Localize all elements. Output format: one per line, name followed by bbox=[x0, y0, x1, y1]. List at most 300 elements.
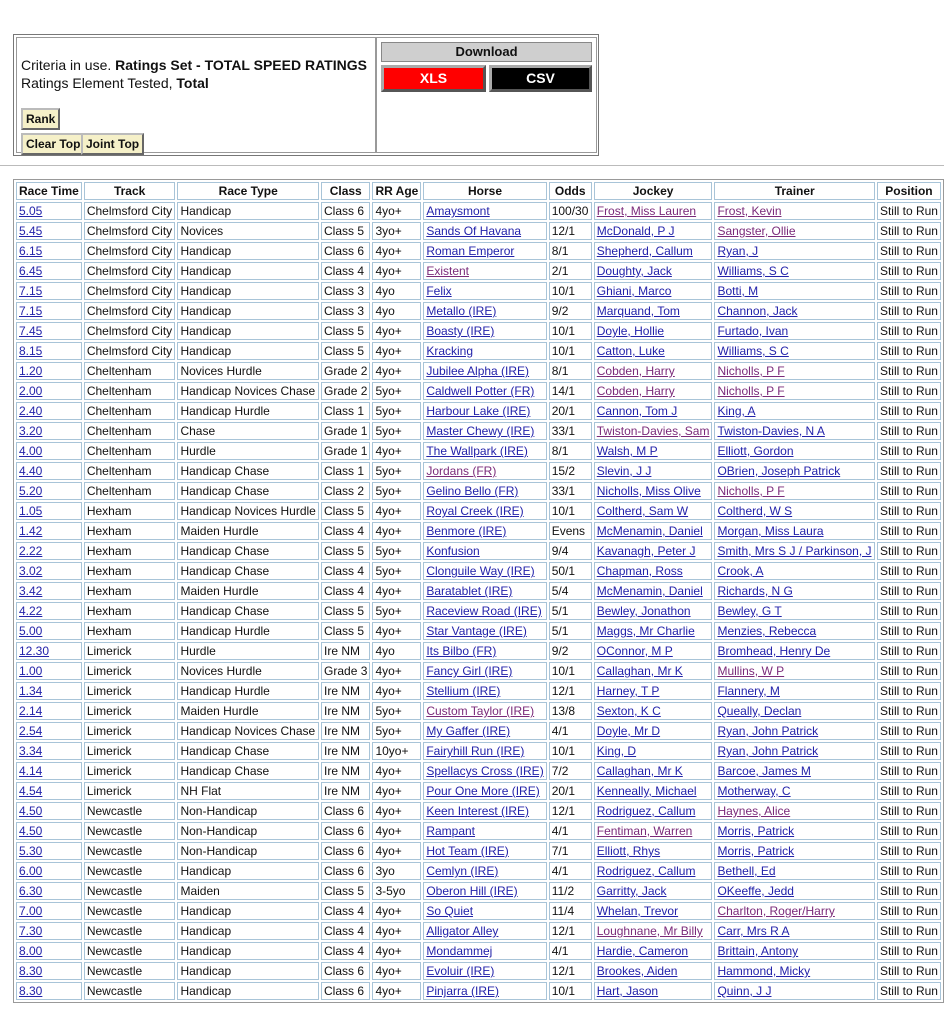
cell-race-type: Chase bbox=[177, 422, 319, 440]
race-time-link[interactable]: 4.22 bbox=[19, 604, 43, 618]
horse-link[interactable]: Benmore (IRE) bbox=[426, 524, 507, 538]
cell-track: Hexham bbox=[84, 602, 176, 620]
cell-jockey bbox=[594, 622, 713, 640]
element-prefix: Ratings Element Tested, bbox=[21, 75, 177, 91]
cell-race-type: Novices Hurdle bbox=[177, 662, 319, 680]
horse-link[interactable]: Pour One More (IRE) bbox=[426, 784, 540, 798]
cell-track: Chelmsford City bbox=[84, 342, 176, 360]
trainer-link[interactable]: Quinn, J J bbox=[717, 984, 772, 998]
cell-class: Grade 2 bbox=[321, 362, 370, 380]
cell-race-type: Handicap Novices Hurdle bbox=[177, 502, 319, 520]
jockey-link[interactable]: Maggs, Mr Charlie bbox=[596, 624, 695, 638]
horse-link[interactable]: Stellium (IRE) bbox=[426, 684, 501, 698]
trainer-link[interactable]: Morris, Patrick bbox=[717, 844, 795, 858]
cell-trainer bbox=[714, 682, 874, 700]
rank-button[interactable]: Rank bbox=[21, 108, 60, 130]
table-row bbox=[16, 302, 941, 320]
trainer-link[interactable]: Ryan, John Patrick bbox=[717, 724, 819, 738]
cell-rr-age: 5yo+ bbox=[372, 602, 421, 620]
cell-jockey bbox=[594, 742, 713, 760]
horse-link[interactable]: Metallo (IRE) bbox=[426, 304, 497, 318]
cell-horse bbox=[423, 902, 546, 920]
table-row bbox=[16, 642, 941, 660]
horse-link[interactable]: My Gaffer (IRE) bbox=[426, 724, 511, 738]
cell-class: Class 6 bbox=[321, 982, 370, 1000]
trainer-link[interactable]: Nicholls, P F bbox=[717, 384, 785, 398]
cell-trainer bbox=[714, 342, 874, 360]
cell-rr-age: 4yo+ bbox=[372, 982, 421, 1000]
cell-race-type: Maiden Hurdle bbox=[177, 582, 319, 600]
horse-link[interactable]: Boasty (IRE) bbox=[426, 324, 495, 338]
cell-class: Class 2 bbox=[321, 482, 370, 500]
race-time-link[interactable]: 1.20 bbox=[19, 364, 43, 378]
cell-rr-age: 4yo+ bbox=[372, 822, 421, 840]
jockey-link[interactable]: Twiston-Davies, Sam bbox=[596, 424, 710, 438]
cell-class: Class 1 bbox=[321, 402, 370, 420]
race-time-link[interactable]: 2.14 bbox=[19, 704, 43, 718]
cell-jockey bbox=[594, 822, 713, 840]
table-row bbox=[16, 202, 941, 220]
cell-race-type: Non-Handicap bbox=[177, 842, 319, 860]
cell-horse bbox=[423, 382, 546, 400]
cell-rr-age: 5yo+ bbox=[372, 382, 421, 400]
race-time-link[interactable]: 2.54 bbox=[19, 724, 43, 738]
race-time-link[interactable]: 6.45 bbox=[19, 264, 43, 278]
horse-link[interactable]: Spellacys Cross (IRE) bbox=[426, 764, 544, 778]
trainer-link[interactable]: Channon, Jack bbox=[717, 304, 798, 318]
jockey-link[interactable]: Harney, T P bbox=[596, 684, 660, 698]
trainer-link[interactable]: Hammond, Micky bbox=[717, 964, 811, 978]
cell-class: Class 6 bbox=[321, 842, 370, 860]
jockey-link[interactable]: Cannon, Tom J bbox=[596, 404, 678, 418]
cell-race-type: Handicap bbox=[177, 922, 319, 940]
cell-race-type: Handicap bbox=[177, 982, 319, 1000]
trainer-link[interactable]: Twiston-Davies, N A bbox=[717, 424, 825, 438]
trainer-link[interactable]: Haynes, Alice bbox=[717, 804, 791, 818]
cell-race-time bbox=[16, 982, 82, 1000]
cell-race-time bbox=[16, 902, 82, 920]
cell-class: Class 4 bbox=[321, 922, 370, 940]
trainer-link[interactable]: Bewley, G T bbox=[717, 604, 782, 618]
cell-race-time bbox=[16, 942, 82, 960]
jockey-link[interactable]: Ghiani, Marco bbox=[596, 284, 672, 298]
cell-rr-age: 4yo+ bbox=[372, 242, 421, 260]
cell-position: Still to Run bbox=[877, 622, 941, 640]
horse-link[interactable]: Caldwell Potter (FR) bbox=[426, 384, 535, 398]
jockey-link[interactable]: Coltherd, Sam W bbox=[596, 504, 689, 518]
race-time-link[interactable]: 3.42 bbox=[19, 584, 43, 598]
horse-link[interactable]: Evoluir (IRE) bbox=[426, 964, 495, 978]
race-time-link[interactable]: 8.30 bbox=[19, 984, 43, 998]
race-time-link[interactable]: 5.30 bbox=[19, 844, 43, 858]
cell-race-time bbox=[16, 682, 82, 700]
horse-link[interactable]: Its Bilbo (FR) bbox=[426, 644, 497, 658]
cell-rr-age: 4yo+ bbox=[372, 582, 421, 600]
cell-race-time bbox=[16, 542, 82, 560]
horse-link[interactable]: Star Vantage (IRE) bbox=[426, 624, 527, 638]
horse-link[interactable]: Sands Of Havana bbox=[426, 224, 522, 238]
jockey-link[interactable]: Marquand, Tom bbox=[596, 304, 680, 318]
cell-race-type: Handicap bbox=[177, 282, 319, 300]
race-time-link[interactable]: 4.50 bbox=[19, 804, 43, 818]
horse-link[interactable]: Fancy Girl (IRE) bbox=[426, 664, 513, 678]
cell-horse bbox=[423, 862, 546, 880]
jockey-link[interactable]: Whelan, Trevor bbox=[596, 904, 679, 918]
cell-track: Cheltenham bbox=[84, 442, 176, 460]
trainer-link[interactable]: Frost, Kevin bbox=[717, 204, 782, 218]
cell-odds: 10/1 bbox=[549, 982, 592, 1000]
horse-link[interactable]: Cemlyn (IRE) bbox=[426, 864, 499, 878]
cell-jockey bbox=[594, 602, 713, 620]
header-position: Position bbox=[877, 182, 941, 200]
cell-position: Still to Run bbox=[877, 462, 941, 480]
cell-track: Cheltenham bbox=[84, 422, 176, 440]
trainer-link[interactable]: Nicholls, P F bbox=[717, 484, 785, 498]
table-row bbox=[16, 562, 941, 580]
trainer-link[interactable]: Smith, Mrs S J / Parkinson, J bbox=[717, 544, 872, 558]
cell-trainer bbox=[714, 382, 874, 400]
race-time-link[interactable]: 5.20 bbox=[19, 484, 43, 498]
trainer-link[interactable]: Bromhead, Henry De bbox=[717, 644, 831, 658]
cell-rr-age: 5yo+ bbox=[372, 722, 421, 740]
jockey-link[interactable]: Cobden, Harry bbox=[596, 364, 675, 378]
xls-download-button[interactable]: XLS bbox=[381, 65, 486, 92]
cell-race-time bbox=[16, 322, 82, 340]
horse-link[interactable]: Baratablet (IRE) bbox=[426, 584, 513, 598]
race-time-link[interactable]: 3.34 bbox=[19, 744, 43, 758]
cell-trainer bbox=[714, 422, 874, 440]
trainer-link[interactable]: OBrien, Joseph Patrick bbox=[717, 464, 841, 478]
trainer-link[interactable]: Ryan, J bbox=[717, 244, 759, 258]
jockey-link[interactable]: OConnor, M P bbox=[596, 644, 673, 658]
trainer-link[interactable]: Richards, N G bbox=[717, 584, 793, 598]
cell-odds: 20/1 bbox=[549, 782, 592, 800]
race-time-link[interactable]: 5.45 bbox=[19, 224, 43, 238]
cell-rr-age: 4yo+ bbox=[372, 342, 421, 360]
cell-jockey bbox=[594, 922, 713, 940]
cell-position: Still to Run bbox=[877, 722, 941, 740]
jockey-link[interactable]: Brookes, Aiden bbox=[596, 964, 678, 978]
cell-horse bbox=[423, 982, 546, 1000]
table-row bbox=[16, 362, 941, 380]
jockey-link[interactable]: King, D bbox=[596, 744, 637, 758]
horse-link[interactable]: Clonguile Way (IRE) bbox=[426, 564, 535, 578]
jockey-link[interactable]: Slevin, J J bbox=[596, 464, 652, 478]
trainer-link[interactable]: Elliott, Gordon bbox=[717, 444, 794, 458]
cell-race-time bbox=[16, 602, 82, 620]
jockey-link[interactable]: Rodriguez, Callum bbox=[596, 804, 696, 818]
jockey-link[interactable]: McMenamin, Daniel bbox=[596, 584, 703, 598]
cell-race-type: Novices bbox=[177, 222, 319, 240]
cell-trainer bbox=[714, 942, 874, 960]
horse-link[interactable]: Keen Interest (IRE) bbox=[426, 804, 530, 818]
horse-link[interactable]: Existent bbox=[426, 264, 470, 278]
jockey-link[interactable]: Callaghan, Mr K bbox=[596, 664, 683, 678]
trainer-link[interactable]: Queally, Declan bbox=[717, 704, 802, 718]
cell-race-type: Handicap Novices Chase bbox=[177, 722, 319, 740]
cell-track: Chelmsford City bbox=[84, 202, 176, 220]
cell-jockey bbox=[594, 862, 713, 880]
jockey-link[interactable]: Callaghan, Mr K bbox=[596, 764, 683, 778]
table-row bbox=[16, 382, 941, 400]
race-time-link[interactable]: 2.40 bbox=[19, 404, 43, 418]
cell-trainer bbox=[714, 962, 874, 980]
horse-link[interactable]: Custom Taylor (IRE) bbox=[426, 704, 535, 718]
horse-link[interactable]: Amaysmont bbox=[426, 204, 490, 218]
cell-race-time bbox=[16, 762, 82, 780]
race-time-link[interactable]: 6.00 bbox=[19, 864, 43, 878]
cell-class: Class 6 bbox=[321, 862, 370, 880]
cell-position: Still to Run bbox=[877, 782, 941, 800]
trainer-link[interactable]: Nicholls, P F bbox=[717, 364, 785, 378]
jockey-link[interactable]: McMenamin, Daniel bbox=[596, 524, 703, 538]
trainer-link[interactable]: Botti, M bbox=[717, 284, 759, 298]
cell-class: Class 5 bbox=[321, 882, 370, 900]
table-row bbox=[16, 862, 941, 880]
race-time-link[interactable]: 4.40 bbox=[19, 464, 43, 478]
cell-jockey bbox=[594, 302, 713, 320]
jockey-link[interactable]: Bewley, Jonathon bbox=[596, 604, 691, 618]
jockey-link[interactable]: Kenneally, Michael bbox=[596, 784, 697, 798]
race-time-link[interactable]: 2.22 bbox=[19, 544, 43, 558]
cell-track: Limerick bbox=[84, 762, 176, 780]
table-row bbox=[16, 482, 941, 500]
race-time-link[interactable]: 7.00 bbox=[19, 904, 43, 918]
jockey-link[interactable]: Hart, Jason bbox=[596, 984, 659, 998]
cell-race-type: Handicap Novices Chase bbox=[177, 382, 319, 400]
horse-link[interactable]: Hot Team (IRE) bbox=[426, 844, 509, 858]
race-time-link[interactable]: 8.00 bbox=[19, 944, 43, 958]
jockey-link[interactable]: Shepherd, Callum bbox=[596, 244, 693, 258]
cell-track: Newcastle bbox=[84, 922, 176, 940]
race-time-link[interactable]: 1.42 bbox=[19, 524, 43, 538]
cell-position: Still to Run bbox=[877, 302, 941, 320]
cell-odds: 10/1 bbox=[549, 342, 592, 360]
cell-position: Still to Run bbox=[877, 322, 941, 340]
jockey-link[interactable]: Rodriguez, Callum bbox=[596, 864, 696, 878]
cell-class: Class 6 bbox=[321, 822, 370, 840]
race-time-link[interactable]: 4.00 bbox=[19, 444, 43, 458]
table-row bbox=[16, 242, 941, 260]
cell-odds: 12/1 bbox=[549, 922, 592, 940]
trainer-link[interactable]: Bethell, Ed bbox=[717, 864, 776, 878]
cell-track: Newcastle bbox=[84, 962, 176, 980]
race-time-link[interactable]: 2.00 bbox=[19, 384, 43, 398]
trainer-link[interactable]: Williams, S C bbox=[717, 264, 789, 278]
table-header-row bbox=[16, 182, 941, 200]
cell-trainer bbox=[714, 302, 874, 320]
race-time-link[interactable]: 1.00 bbox=[19, 664, 43, 678]
jockey-link[interactable]: Fentiman, Warren bbox=[596, 824, 693, 838]
cell-horse bbox=[423, 282, 546, 300]
cell-position: Still to Run bbox=[877, 482, 941, 500]
race-time-link[interactable]: 3.20 bbox=[19, 424, 43, 438]
cell-horse bbox=[423, 622, 546, 640]
cell-race-type: Non-Handicap bbox=[177, 822, 319, 840]
cell-trainer bbox=[714, 922, 874, 940]
cell-class: Class 4 bbox=[321, 942, 370, 960]
race-time-link[interactable]: 8.30 bbox=[19, 964, 43, 978]
jockey-link[interactable]: Nicholls, Miss Olive bbox=[596, 484, 701, 498]
jockey-link[interactable]: Doyle, Hollie bbox=[596, 324, 665, 338]
trainer-link[interactable]: Furtado, Ivan bbox=[717, 324, 789, 338]
trainer-link[interactable]: Sangster, Ollie bbox=[717, 224, 796, 238]
horse-link[interactable]: Rampant bbox=[426, 824, 476, 838]
cell-jockey bbox=[594, 462, 713, 480]
cell-jockey bbox=[594, 362, 713, 380]
horse-link[interactable]: Alligator Alley bbox=[426, 924, 499, 938]
horse-link[interactable]: Fairyhill Run (IRE) bbox=[426, 744, 525, 758]
trainer-link[interactable]: Flannery, M bbox=[717, 684, 780, 698]
cell-class: Class 4 bbox=[321, 582, 370, 600]
jockey-link[interactable]: Doughty, Jack bbox=[596, 264, 672, 278]
horse-link[interactable]: So Quiet bbox=[426, 904, 474, 918]
jockey-link[interactable]: Kavanagh, Peter J bbox=[596, 544, 696, 558]
cell-odds: 11/2 bbox=[549, 882, 592, 900]
cell-horse bbox=[423, 262, 546, 280]
cell-jockey bbox=[594, 442, 713, 460]
jockey-link[interactable]: Doyle, Mr D bbox=[596, 724, 661, 738]
cell-odds: 4/1 bbox=[549, 862, 592, 880]
horse-link[interactable]: Master Chewy (IRE) bbox=[426, 424, 535, 438]
jockey-link[interactable]: Garritty, Jack bbox=[596, 884, 667, 898]
horse-link[interactable]: Jubilee Alpha (IRE) bbox=[426, 364, 530, 378]
cell-trainer bbox=[714, 822, 874, 840]
trainer-link[interactable]: Morgan, Miss Laura bbox=[717, 524, 824, 538]
cell-trainer bbox=[714, 862, 874, 880]
horse-link[interactable]: The Wallpark (IRE) bbox=[426, 444, 528, 458]
trainer-link[interactable]: Mullins, W P bbox=[717, 664, 785, 678]
jockey-link[interactable]: Sexton, K C bbox=[596, 704, 661, 718]
cell-rr-age: 4yo+ bbox=[372, 522, 421, 540]
cell-jockey bbox=[594, 762, 713, 780]
table-row bbox=[16, 542, 941, 560]
race-time-link[interactable]: 6.15 bbox=[19, 244, 43, 258]
trainer-link[interactable]: Morris, Patrick bbox=[717, 824, 795, 838]
download-title: Download bbox=[381, 42, 592, 62]
jockey-link[interactable]: Catton, Luke bbox=[596, 344, 665, 358]
horse-link[interactable]: Konfusion bbox=[426, 544, 480, 558]
cell-odds: 9/2 bbox=[549, 642, 592, 660]
cell-race-time bbox=[16, 382, 82, 400]
cell-race-type: Handicap Chase bbox=[177, 742, 319, 760]
cell-horse bbox=[423, 482, 546, 500]
race-time-link[interactable]: 1.34 bbox=[19, 684, 43, 698]
horse-link[interactable]: Raceview Road (IRE) bbox=[426, 604, 542, 618]
table-row bbox=[16, 322, 941, 340]
cell-position: Still to Run bbox=[877, 202, 941, 220]
table-row bbox=[16, 222, 941, 240]
horse-link[interactable]: Roman Emperor bbox=[426, 244, 515, 258]
horse-link[interactable]: Jordans (FR) bbox=[426, 464, 497, 478]
trainer-link[interactable]: OKeeffe, Jedd bbox=[717, 884, 794, 898]
race-time-link[interactable]: 7.30 bbox=[19, 924, 43, 938]
horse-link[interactable]: Gelino Bello (FR) bbox=[426, 484, 519, 498]
jockey-link[interactable]: Frost, Miss Lauren bbox=[596, 204, 697, 218]
cell-odds: 5/1 bbox=[549, 622, 592, 640]
cell-rr-age: 10yo+ bbox=[372, 742, 421, 760]
trainer-link[interactable]: Motherway, C bbox=[717, 784, 791, 798]
horse-link[interactable]: Harbour Lake (IRE) bbox=[426, 404, 531, 418]
cell-odds: 4/1 bbox=[549, 722, 592, 740]
csv-download-button[interactable]: CSV bbox=[489, 65, 592, 92]
horse-link[interactable]: Mondammej bbox=[426, 944, 493, 958]
cell-odds: 10/1 bbox=[549, 322, 592, 340]
jockey-link[interactable]: Walsh, M P bbox=[596, 444, 658, 458]
horse-link[interactable]: Kracking bbox=[426, 344, 474, 358]
table-row bbox=[16, 702, 941, 720]
trainer-link[interactable]: Crook, A bbox=[717, 564, 764, 578]
trainer-link[interactable]: Menzies, Rebecca bbox=[717, 624, 817, 638]
jockey-link[interactable]: Cobden, Harry bbox=[596, 384, 675, 398]
cell-class: Class 5 bbox=[321, 602, 370, 620]
horse-link[interactable]: Royal Creek (IRE) bbox=[426, 504, 524, 518]
cell-position: Still to Run bbox=[877, 342, 941, 360]
cell-track: Cheltenham bbox=[84, 382, 176, 400]
race-time-link[interactable]: 5.00 bbox=[19, 624, 43, 638]
cell-trainer bbox=[714, 702, 874, 720]
cell-trainer bbox=[714, 902, 874, 920]
cell-race-time bbox=[16, 922, 82, 940]
cell-jockey bbox=[594, 342, 713, 360]
trainer-link[interactable]: Ryan, John Patrick bbox=[717, 744, 819, 758]
jockey-link[interactable]: McDonald, P J bbox=[596, 224, 675, 238]
cell-track: Limerick bbox=[84, 642, 176, 660]
clear-top-button[interactable]: Clear Top bbox=[21, 133, 85, 155]
divider bbox=[0, 165, 944, 166]
trainer-link[interactable]: King, A bbox=[717, 404, 756, 418]
race-time-link[interactable]: 6.30 bbox=[19, 884, 43, 898]
race-time-link[interactable]: 8.15 bbox=[19, 344, 43, 358]
race-time-link[interactable]: 4.14 bbox=[19, 764, 43, 778]
cell-horse bbox=[423, 402, 546, 420]
horse-link[interactable]: Felix bbox=[426, 284, 452, 298]
race-time-link[interactable]: 1.05 bbox=[19, 504, 43, 518]
table-row bbox=[16, 262, 941, 280]
race-time-link[interactable]: 3.02 bbox=[19, 564, 43, 578]
joint-top-button[interactable]: Joint Top bbox=[81, 133, 144, 155]
trainer-link[interactable]: Coltherd, W S bbox=[717, 504, 793, 518]
trainer-link[interactable]: Charlton, Roger/Harry bbox=[717, 904, 835, 918]
cell-class: Ire NM bbox=[321, 722, 370, 740]
horse-link[interactable]: Pinjarra (IRE) bbox=[426, 984, 500, 998]
table-row bbox=[16, 762, 941, 780]
horse-link[interactable]: Oberon Hill (IRE) bbox=[426, 884, 518, 898]
jockey-link[interactable]: Elliott, Rhys bbox=[596, 844, 661, 858]
table-row bbox=[16, 982, 941, 1000]
cell-trainer bbox=[714, 582, 874, 600]
race-time-link[interactable]: 4.54 bbox=[19, 784, 43, 798]
trainer-link[interactable]: Williams, S C bbox=[717, 344, 789, 358]
jockey-link[interactable]: Chapman, Ross bbox=[596, 564, 683, 578]
jockey-link[interactable]: Hardie, Cameron bbox=[596, 944, 689, 958]
cell-horse bbox=[423, 342, 546, 360]
cell-position: Still to Run bbox=[877, 282, 941, 300]
race-time-link[interactable]: 7.45 bbox=[19, 324, 43, 338]
race-time-link[interactable]: 7.15 bbox=[19, 304, 43, 318]
trainer-link[interactable]: Carr, Mrs R A bbox=[717, 924, 790, 938]
race-time-link[interactable]: 7.15 bbox=[19, 284, 43, 298]
trainer-link[interactable]: Barcoe, James M bbox=[717, 764, 811, 778]
race-time-link[interactable]: 5.05 bbox=[19, 204, 43, 218]
race-time-link[interactable]: 4.50 bbox=[19, 824, 43, 838]
trainer-link[interactable]: Brittain, Antony bbox=[717, 944, 799, 958]
jockey-link[interactable]: Loughnane, Mr Billy bbox=[596, 924, 703, 938]
race-time-link[interactable]: 12.30 bbox=[19, 644, 50, 658]
cell-jockey bbox=[594, 382, 713, 400]
cell-odds: 33/1 bbox=[549, 482, 592, 500]
cell-horse bbox=[423, 502, 546, 520]
